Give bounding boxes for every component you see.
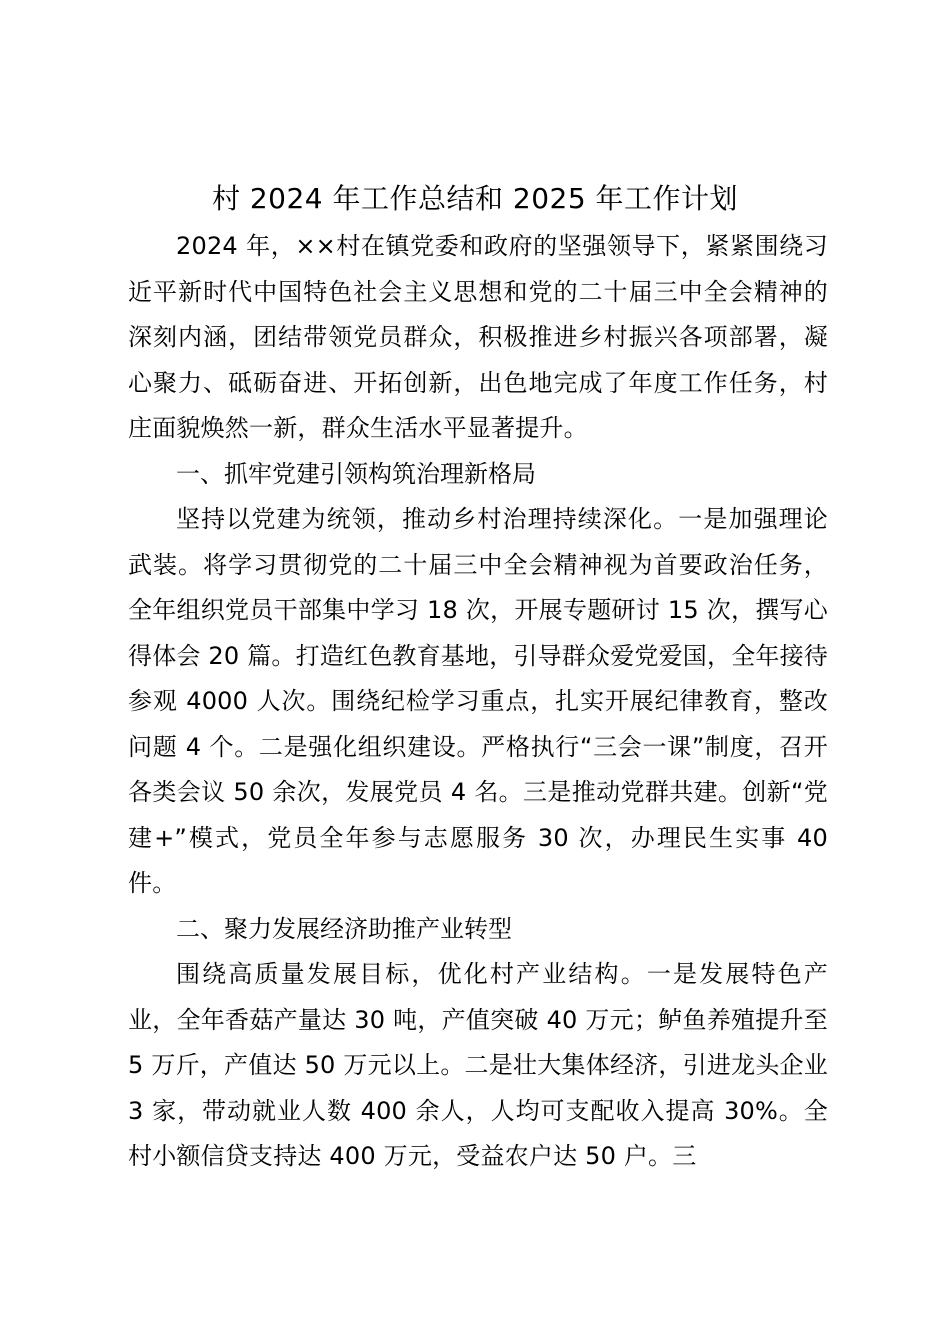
party-building-paragraph: 坚持以党建为统领，推动乡村治理持续深化。一是加强理论武装。将学习贯彻党的二十届三中全会精神视为首要政治任务，全年组织党员干部集中学习 18 次，开展专题研讨 15 次，撰写心得体会 20 篇。打造红色教育基地，引导群众爱党爱国，全年接待参观 4000 人次。围绕纪检学习重点，扎实开展纪律教育，整改问题 4 个。二是强化组织建设。严格执行“三会一课”制度，召开各类会议 50 余次，发展党员 4 名。三是推动党群共建。创新“党建+”模式，党员全年参与志愿服务 30 次，办理民生实事 40 件。 bbox=[128, 505, 828, 897]
intro-paragraph: 2024 年，××村在镇党委和政府的坚强领导下，紧紧围绕习近平新时代中国特色社会主义思想和党的二十届三中全会精神的深刻内涵，团结带领党员群众，积极推进乡村振兴各项部署，凝心聚力、砥砺奋进、开拓创新，出色地完成了年度工作任务，村庄面貌焕然一新，群众生活水平显著提升。 bbox=[128, 232, 828, 442]
document-title: 村 2024 年工作总结和 2025 年工作计划 bbox=[211, 182, 739, 215]
section-heading-economy: 二、聚力发展经济助推产业转型 bbox=[176, 914, 512, 943]
document-body bbox=[128, 224, 828, 1180]
economy-paragraph: 围绕高质量发展目标，优化村产业结构。一是发展特色产业，全年香菇产量达 30 吨，产值突破 40 万元；鲈鱼养殖提升至 5 万斤，产值达 50 万元以上。二是壮大集体经济，引进龙头企业 3 家，带动就业人数 400 余人，人均可支配收入提高 30%。全村小额信贷支持达 400 万元，受益农户达 50 户。三 bbox=[128, 960, 828, 1170]
section-heading-party-building: 一、抓牢党建引领构筑治理新格局 bbox=[176, 459, 536, 488]
